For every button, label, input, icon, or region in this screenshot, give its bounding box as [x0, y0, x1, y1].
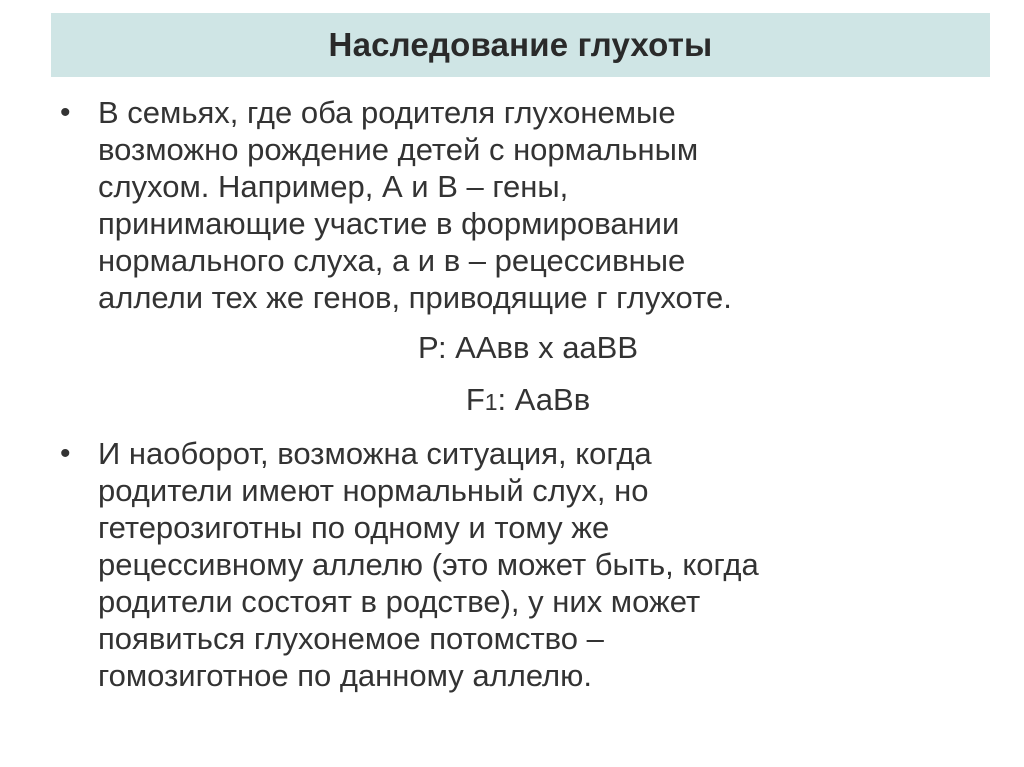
bullet-marker: •: [60, 437, 71, 470]
paragraph-2: И наоборот, возможна ситуация, когда родители имеют нормальный слух, но гетерозиготны по одному и тому же рецессивному аллелю (это может быть, когда родители состоят в родстве), у них может появиться глухонемое потомство – гомозиготное по данному аллелю.: [98, 436, 759, 693]
bullet-item-1: [60, 94, 980, 316]
formula-f1-index: 1: [484, 389, 498, 415]
title-bar: [51, 13, 990, 77]
formula-f1: [98, 381, 958, 421]
slide-content: [60, 94, 980, 694]
bullet-marker: •: [60, 96, 71, 129]
formula-f1-letter: F: [465, 382, 485, 417]
paragraph-1: В семьях, где оба родителя глухонемые возможно рождение детей с нормальным слухом. Например, А и В – гены, принимающие участие в формировании нормального слуха, а и в – рецессивные аллели тех же генов, приводящие г глухоте.: [98, 95, 732, 315]
bullet-item-2: [60, 435, 980, 694]
formula-parents: Р: ААвв х ааВВ: [417, 330, 639, 365]
slide-title: Наследование глухоты: [328, 26, 713, 63]
formula-f1-genotype: : АаВв: [497, 382, 591, 417]
